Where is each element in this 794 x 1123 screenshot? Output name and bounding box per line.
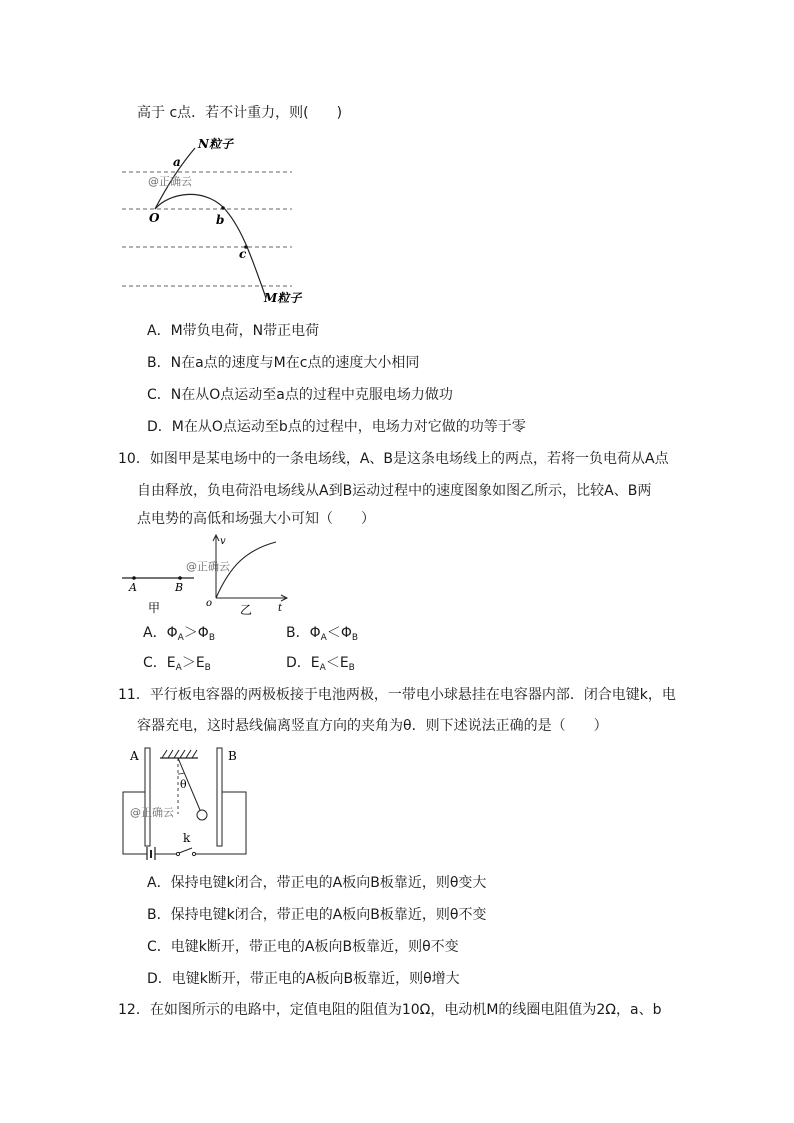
q9-option-c: C．N在从O点运动至a点的过程中克服电场力做功: [147, 387, 453, 403]
point-a: [132, 576, 136, 580]
theta-arc: [178, 773, 184, 774]
q10-figure: [118, 532, 298, 620]
label-plate-b: B: [228, 749, 237, 763]
q11-option-c: C．电键k断开，带正电的A板向B板靠近，则θ不变: [147, 939, 459, 955]
q9-figure: [118, 130, 303, 308]
plate-a: [145, 748, 150, 846]
q11-option-b: B．保持电键k闭合，带正电的A板向B板靠近，则θ不变: [147, 907, 487, 923]
ceiling-hatch: [162, 750, 197, 758]
label-yi: 乙: [240, 603, 253, 617]
q11-stem-line-1: 11．平行板电容器的两极板接于电池两极，一带电小球悬挂在电容器内部．闭合电键k，电: [118, 687, 676, 703]
q9-option-d: D．M在从O点运动至b点的过程中，电场力对它做的功等于零: [147, 419, 526, 435]
label-o: O: [149, 211, 160, 225]
label-o: o: [206, 598, 213, 609]
left-wire: [123, 792, 145, 854]
point-b: [221, 206, 225, 210]
label-t: t: [278, 603, 283, 614]
label-theta: θ: [180, 778, 187, 791]
switch-contact: [192, 852, 195, 855]
switch-blade: [179, 848, 192, 853]
q9-option-b: B．N在a点的速度与M在c点的速度大小相同: [147, 355, 420, 371]
label-b: B: [175, 581, 184, 594]
label-a: A: [129, 581, 137, 594]
label-jia: 甲: [148, 601, 161, 615]
q11-stem-line-2: 容器充电，这时悬线偏离竖直方向的夹角为θ．则下述说法正确的是（ ）: [137, 718, 608, 734]
watermark: @正确云: [148, 175, 192, 188]
q10-stem-line-2: 自由释放，负电荷沿电场线从A到B运动过程中的速度图象如图乙所示，比较A、B两: [137, 483, 652, 499]
point-b: [178, 576, 182, 580]
label-v: v: [220, 536, 226, 547]
q11-figure: [118, 744, 258, 860]
n-particle-label: N粒子: [198, 137, 233, 151]
q10-stem-line-1: 10．如图甲是某电场中的一条电场线，A、B是这条电场线上的两点，若将一负电荷从A点: [118, 451, 669, 467]
q10-option-d: D．$E_A<E_B$: [286, 655, 355, 673]
label-a: a: [173, 155, 181, 169]
q10-option-a: A．$\Phi_A>\Phi_B$: [143, 625, 215, 643]
watermark: @正确云: [130, 806, 174, 819]
q9-option-a: A．M带负电荷，N带正电荷: [147, 323, 320, 339]
q11-option-d: D．电键k断开，带正电的A板向B板靠近，则θ增大: [147, 971, 460, 987]
q10-stem-line-3: 点电势的高低和场强大小可知（ ）: [137, 511, 375, 527]
q10-option-b: B．$\Phi_A<\Phi_B$: [286, 625, 359, 643]
watermark: @正确云: [186, 560, 230, 573]
label-c: c: [239, 247, 247, 261]
label-k: k: [183, 831, 191, 845]
equipotential-lines: [122, 172, 292, 286]
q12-stem-line-1: 12．在如图所示的电路中，定值电阻的阻值为10Ω，电动机M的线圈电阻值为2Ω，a、b: [118, 1002, 662, 1018]
q11-option-a: A．保持电键k闭合，带正电的A板向B板靠近，则θ变大: [147, 875, 487, 891]
m-trajectory: [155, 194, 266, 298]
label-b: b: [216, 213, 225, 227]
q10-option-c: C．$E_A>E_B$: [143, 655, 211, 673]
q9-stem-tail: 高于 c点．若不计重力，则( ): [137, 105, 343, 121]
charged-ball: [197, 810, 207, 820]
plate-b: [217, 748, 222, 846]
m-particle-label: M粒子: [264, 291, 302, 305]
label-plate-a: A: [130, 749, 139, 763]
